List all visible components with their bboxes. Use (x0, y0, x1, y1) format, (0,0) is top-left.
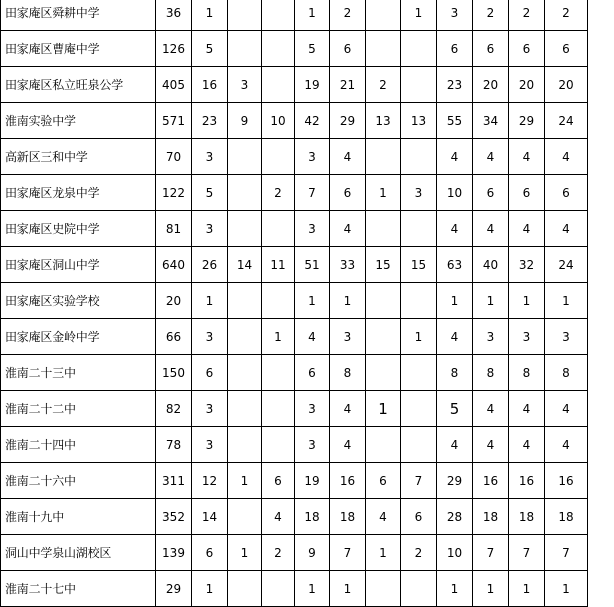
school-name-cell: 田家庵区龙泉中学 (1, 175, 156, 211)
school-name-cell: 淮南二十六中 (1, 463, 156, 499)
value-cell: 16 (509, 463, 545, 499)
value-cell: 1 (545, 283, 588, 319)
value-cell (228, 175, 262, 211)
value-cell: 16 (473, 463, 509, 499)
school-name-cell: 洞山中学泉山湖校区 (1, 535, 156, 571)
value-cell: 6 (295, 355, 330, 391)
value-cell: 2 (330, 0, 366, 31)
value-cell: 5 (192, 31, 228, 67)
value-cell (401, 391, 437, 427)
value-cell: 6 (192, 535, 228, 571)
value-cell (366, 427, 401, 463)
value-cell: 78 (156, 427, 192, 463)
value-cell (262, 427, 295, 463)
value-cell: 3 (473, 319, 509, 355)
school-name-cell: 田家庵区曹庵中学 (1, 31, 156, 67)
value-cell: 4 (437, 211, 473, 247)
value-cell: 4 (545, 391, 588, 427)
value-cell: 2 (366, 67, 401, 103)
school-name-cell: 田家庵区史院中学 (1, 211, 156, 247)
value-cell: 2 (262, 175, 295, 211)
value-cell: 29 (156, 571, 192, 607)
value-cell: 3 (295, 427, 330, 463)
value-cell: 6 (437, 31, 473, 67)
value-cell: 4 (330, 427, 366, 463)
value-cell: 20 (473, 67, 509, 103)
value-cell: 8 (473, 355, 509, 391)
value-cell: 23 (437, 67, 473, 103)
value-cell: 5 (192, 175, 228, 211)
table-row (1, 499, 588, 535)
value-cell: 3 (295, 391, 330, 427)
value-cell: 122 (156, 175, 192, 211)
value-cell: 4 (473, 427, 509, 463)
value-cell: 18 (545, 499, 588, 535)
value-cell: 3 (192, 391, 228, 427)
table-row (1, 247, 588, 283)
value-cell (366, 0, 401, 31)
value-cell: 23 (192, 103, 228, 139)
value-cell: 4 (509, 211, 545, 247)
value-cell: 4 (330, 391, 366, 427)
value-cell: 1 (401, 319, 437, 355)
value-cell: 11 (262, 247, 295, 283)
value-cell: 7 (545, 535, 588, 571)
value-cell: 20 (545, 67, 588, 103)
value-cell: 81 (156, 211, 192, 247)
value-cell: 5 (295, 31, 330, 67)
value-cell: 40 (473, 247, 509, 283)
value-cell: 29 (437, 463, 473, 499)
value-cell: 8 (509, 355, 545, 391)
value-cell (401, 355, 437, 391)
value-cell: 14 (228, 247, 262, 283)
value-cell: 21 (330, 67, 366, 103)
value-cell: 6 (545, 175, 588, 211)
value-cell: 10 (437, 535, 473, 571)
value-cell: 4 (473, 139, 509, 175)
value-cell: 19 (295, 463, 330, 499)
value-cell: 6 (366, 463, 401, 499)
school-name-cell: 淮南二十三中 (1, 355, 156, 391)
value-cell (262, 139, 295, 175)
value-cell: 3 (192, 139, 228, 175)
value-cell: 4 (509, 391, 545, 427)
value-cell: 33 (330, 247, 366, 283)
value-cell: 1 (401, 0, 437, 31)
value-cell: 3 (295, 211, 330, 247)
value-cell (401, 283, 437, 319)
value-cell: 24 (545, 247, 588, 283)
school-name-cell: 高新区三和中学 (1, 139, 156, 175)
value-cell (228, 211, 262, 247)
school-name-cell: 田家庵区金岭中学 (1, 319, 156, 355)
value-cell: 139 (156, 535, 192, 571)
value-cell: 3 (192, 427, 228, 463)
value-cell (262, 355, 295, 391)
value-cell: 18 (330, 499, 366, 535)
school-name-cell: 淮南二十四中 (1, 427, 156, 463)
value-cell: 1 (192, 0, 228, 31)
value-cell: 6 (401, 499, 437, 535)
value-cell (262, 571, 295, 607)
value-cell: 6 (262, 463, 295, 499)
value-cell: 1 (366, 391, 401, 427)
value-cell: 4 (545, 427, 588, 463)
value-cell: 4 (545, 139, 588, 175)
value-cell: 8 (330, 355, 366, 391)
value-cell: 16 (545, 463, 588, 499)
school-name-cell: 田家庵区洞山中学 (1, 247, 156, 283)
value-cell: 4 (295, 319, 330, 355)
value-cell: 5 (437, 391, 473, 427)
value-cell: 1 (545, 571, 588, 607)
table-row (1, 67, 588, 103)
value-cell: 6 (473, 175, 509, 211)
value-cell (228, 139, 262, 175)
value-cell: 126 (156, 31, 192, 67)
value-cell: 1 (437, 283, 473, 319)
value-cell: 1 (192, 283, 228, 319)
table-row (1, 355, 588, 391)
value-cell: 4 (509, 427, 545, 463)
table-row (1, 535, 588, 571)
value-cell: 571 (156, 103, 192, 139)
value-cell: 7 (509, 535, 545, 571)
value-cell: 36 (156, 0, 192, 31)
table-row (1, 427, 588, 463)
value-cell: 7 (330, 535, 366, 571)
school-name-cell: 淮南二十二中 (1, 391, 156, 427)
table-body (1, 0, 588, 607)
value-cell (262, 0, 295, 31)
value-cell: 1 (509, 283, 545, 319)
value-cell (228, 355, 262, 391)
value-cell (401, 571, 437, 607)
table-row (1, 571, 588, 607)
value-cell: 311 (156, 463, 192, 499)
value-cell (366, 283, 401, 319)
value-cell: 6 (473, 31, 509, 67)
value-cell (366, 319, 401, 355)
value-cell: 405 (156, 67, 192, 103)
value-cell (401, 427, 437, 463)
value-cell (228, 0, 262, 31)
table-row (1, 31, 588, 67)
value-cell (366, 211, 401, 247)
value-cell: 29 (509, 103, 545, 139)
value-cell: 1 (330, 571, 366, 607)
value-cell: 7 (401, 463, 437, 499)
value-cell: 10 (262, 103, 295, 139)
value-cell (401, 211, 437, 247)
table-row (1, 103, 588, 139)
value-cell: 19 (295, 67, 330, 103)
value-cell: 3 (509, 319, 545, 355)
value-cell: 2 (262, 535, 295, 571)
value-cell: 4 (330, 211, 366, 247)
value-cell (228, 427, 262, 463)
value-cell: 3 (228, 67, 262, 103)
value-cell: 3 (192, 319, 228, 355)
value-cell (262, 31, 295, 67)
value-cell (401, 31, 437, 67)
value-cell: 16 (192, 67, 228, 103)
value-cell (366, 139, 401, 175)
value-cell (228, 31, 262, 67)
value-cell: 13 (366, 103, 401, 139)
value-cell: 4 (509, 139, 545, 175)
value-cell: 26 (192, 247, 228, 283)
value-cell: 7 (473, 535, 509, 571)
value-cell: 7 (295, 175, 330, 211)
school-name-cell: 淮南二十七中 (1, 571, 156, 607)
value-cell: 6 (509, 175, 545, 211)
value-cell: 4 (262, 499, 295, 535)
value-cell (401, 139, 437, 175)
table-row (1, 319, 588, 355)
value-cell: 4 (473, 391, 509, 427)
value-cell: 1 (192, 571, 228, 607)
school-name-cell: 田家庵区舜耕中学 (1, 0, 156, 31)
value-cell (262, 391, 295, 427)
school-name-cell: 淮南十九中 (1, 499, 156, 535)
value-cell: 9 (228, 103, 262, 139)
value-cell: 4 (366, 499, 401, 535)
table-row (1, 391, 588, 427)
value-cell: 1 (228, 463, 262, 499)
value-cell: 13 (401, 103, 437, 139)
value-cell: 18 (509, 499, 545, 535)
value-cell: 14 (192, 499, 228, 535)
value-cell: 352 (156, 499, 192, 535)
value-cell: 1 (295, 283, 330, 319)
value-cell: 3 (545, 319, 588, 355)
school-name-cell: 淮南实验中学 (1, 103, 156, 139)
value-cell: 2 (473, 0, 509, 31)
value-cell: 70 (156, 139, 192, 175)
value-cell: 6 (192, 355, 228, 391)
table-row (1, 463, 588, 499)
value-cell (366, 31, 401, 67)
value-cell: 4 (545, 211, 588, 247)
table-row (1, 175, 588, 211)
school-name-cell: 田家庵区实验学校 (1, 283, 156, 319)
value-cell: 3 (192, 211, 228, 247)
value-cell: 66 (156, 319, 192, 355)
value-cell: 8 (437, 355, 473, 391)
table-row (1, 139, 588, 175)
value-cell: 1 (295, 571, 330, 607)
value-cell (228, 319, 262, 355)
value-cell: 4 (437, 139, 473, 175)
value-cell: 1 (262, 319, 295, 355)
table-row (1, 0, 588, 31)
value-cell (262, 283, 295, 319)
value-cell (262, 211, 295, 247)
value-cell: 1 (473, 571, 509, 607)
value-cell (228, 499, 262, 535)
school-name-cell: 田家庵区私立旺泉公学 (1, 67, 156, 103)
value-cell: 3 (295, 139, 330, 175)
value-cell: 2 (401, 535, 437, 571)
value-cell: 55 (437, 103, 473, 139)
value-cell: 4 (437, 427, 473, 463)
value-cell (228, 391, 262, 427)
value-cell: 1 (437, 571, 473, 607)
value-cell (401, 67, 437, 103)
value-cell (366, 355, 401, 391)
value-cell: 9 (295, 535, 330, 571)
value-cell: 1 (366, 175, 401, 211)
value-cell: 2 (509, 0, 545, 31)
value-cell: 20 (509, 67, 545, 103)
value-cell: 18 (473, 499, 509, 535)
value-cell: 20 (156, 283, 192, 319)
value-cell: 82 (156, 391, 192, 427)
value-cell: 3 (330, 319, 366, 355)
value-cell: 42 (295, 103, 330, 139)
value-cell: 6 (330, 175, 366, 211)
value-cell: 63 (437, 247, 473, 283)
value-cell: 10 (437, 175, 473, 211)
table-row (1, 211, 588, 247)
value-cell (228, 283, 262, 319)
value-cell: 4 (330, 139, 366, 175)
value-cell: 3 (401, 175, 437, 211)
value-cell: 32 (509, 247, 545, 283)
value-cell: 24 (545, 103, 588, 139)
value-cell: 8 (545, 355, 588, 391)
value-cell: 1 (366, 535, 401, 571)
value-cell: 150 (156, 355, 192, 391)
value-cell: 12 (192, 463, 228, 499)
value-cell: 640 (156, 247, 192, 283)
value-cell (366, 571, 401, 607)
value-cell: 4 (437, 319, 473, 355)
value-cell: 15 (401, 247, 437, 283)
value-cell: 6 (330, 31, 366, 67)
value-cell (228, 571, 262, 607)
value-cell: 1 (473, 283, 509, 319)
value-cell: 16 (330, 463, 366, 499)
value-cell: 15 (366, 247, 401, 283)
value-cell: 1 (509, 571, 545, 607)
value-cell: 1 (330, 283, 366, 319)
value-cell: 1 (295, 0, 330, 31)
value-cell: 3 (437, 0, 473, 31)
value-cell: 1 (228, 535, 262, 571)
value-cell (262, 67, 295, 103)
value-cell: 18 (295, 499, 330, 535)
value-cell: 29 (330, 103, 366, 139)
value-cell: 34 (473, 103, 509, 139)
value-cell: 2 (545, 0, 588, 31)
value-cell: 4 (473, 211, 509, 247)
value-cell: 6 (509, 31, 545, 67)
value-cell: 28 (437, 499, 473, 535)
value-cell: 6 (545, 31, 588, 67)
value-cell: 51 (295, 247, 330, 283)
table-row (1, 283, 588, 319)
